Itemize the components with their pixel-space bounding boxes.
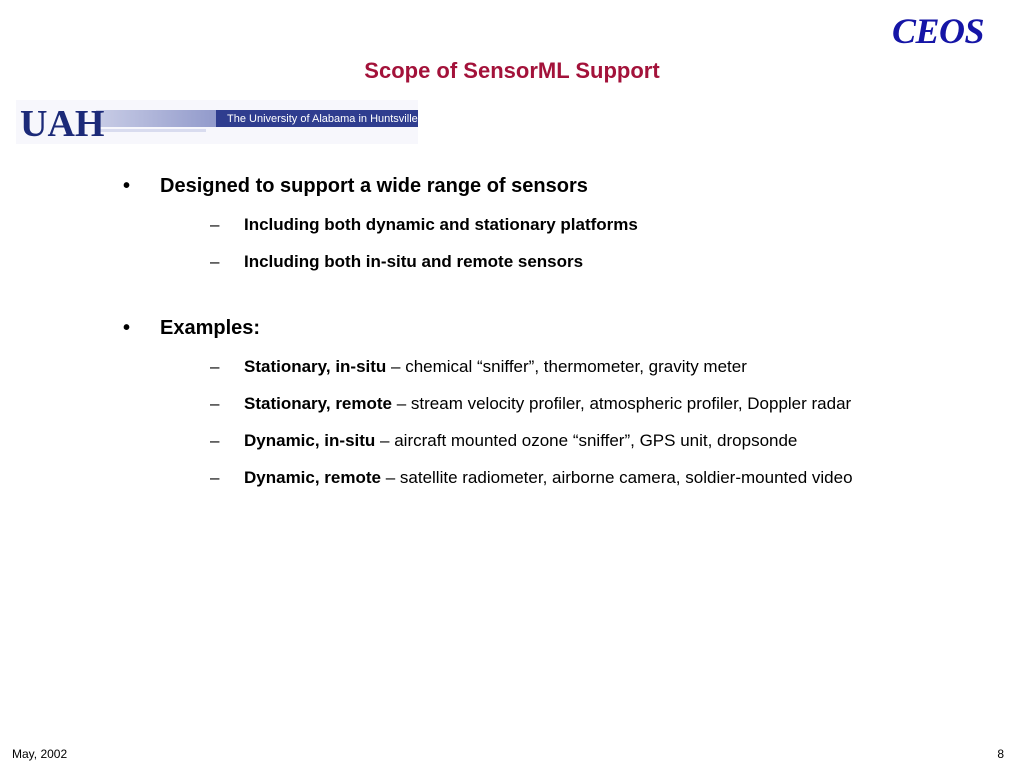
dash-marker: – bbox=[210, 252, 220, 271]
sub-bullet-rest: – chemical “sniffer”, thermometer, gravity meter bbox=[386, 357, 747, 376]
sub-bullet-item bbox=[160, 426, 880, 456]
dash-marker: – bbox=[210, 468, 220, 487]
sub-bullet-lead: Stationary, remote bbox=[244, 394, 393, 413]
sub-bullet-lead: Dynamic, remote bbox=[244, 468, 381, 487]
sub-bullet-rest: – aircraft mounted ozone “sniffer”, GPS unit, dropsonde bbox=[375, 431, 798, 450]
slide-title: Scope of SensorML Support bbox=[364, 58, 660, 83]
bullet-marker: • bbox=[123, 317, 131, 339]
uah-banner-graphic bbox=[16, 100, 418, 144]
sub-bullet-item bbox=[160, 210, 880, 240]
sub-bullet-lead: Including both in-situ and remote sensors bbox=[244, 252, 584, 271]
dash-marker: – bbox=[210, 394, 220, 413]
sub-bullet-item bbox=[160, 352, 880, 382]
uah-tagline: The University of Alabama in Huntsville bbox=[227, 113, 418, 125]
sub-bullet-rest: – satellite radiometer, airborne camera, soldier-mounted video bbox=[381, 468, 853, 487]
slide-content bbox=[120, 172, 880, 500]
sub-bullet-item bbox=[160, 389, 880, 419]
bullet-marker: • bbox=[123, 175, 131, 197]
banner-underline bbox=[96, 129, 206, 132]
sub-bullet-item bbox=[160, 247, 880, 277]
bullet-text: Examples: bbox=[160, 317, 261, 339]
dash-marker: – bbox=[210, 357, 220, 376]
sub-bullet-list bbox=[160, 352, 880, 493]
sub-bullet-lead: Dynamic, in-situ bbox=[244, 431, 376, 450]
sub-bullet-list bbox=[160, 210, 880, 277]
bullet-text: Designed to support a wide range of sensors bbox=[160, 175, 588, 197]
bullet-item bbox=[120, 172, 880, 277]
dash-marker: – bbox=[210, 431, 220, 450]
sub-bullet-lead: Stationary, in-situ bbox=[244, 357, 387, 376]
page-number: 8 bbox=[997, 747, 1004, 761]
sub-bullet-rest: – stream velocity profiler, atmospheric profiler, Doppler radar bbox=[392, 394, 852, 413]
bullet-item bbox=[120, 314, 880, 493]
footer-date: May, 2002 bbox=[12, 747, 68, 761]
uah-logo-text: UAH bbox=[20, 103, 105, 144]
uah-banner bbox=[16, 100, 418, 144]
ceos-logo: CEOS bbox=[891, 11, 984, 51]
sub-bullet-item bbox=[160, 463, 880, 493]
dash-marker: – bbox=[210, 215, 220, 234]
sub-bullet-lead: Including both dynamic and stationary platforms bbox=[244, 215, 638, 234]
